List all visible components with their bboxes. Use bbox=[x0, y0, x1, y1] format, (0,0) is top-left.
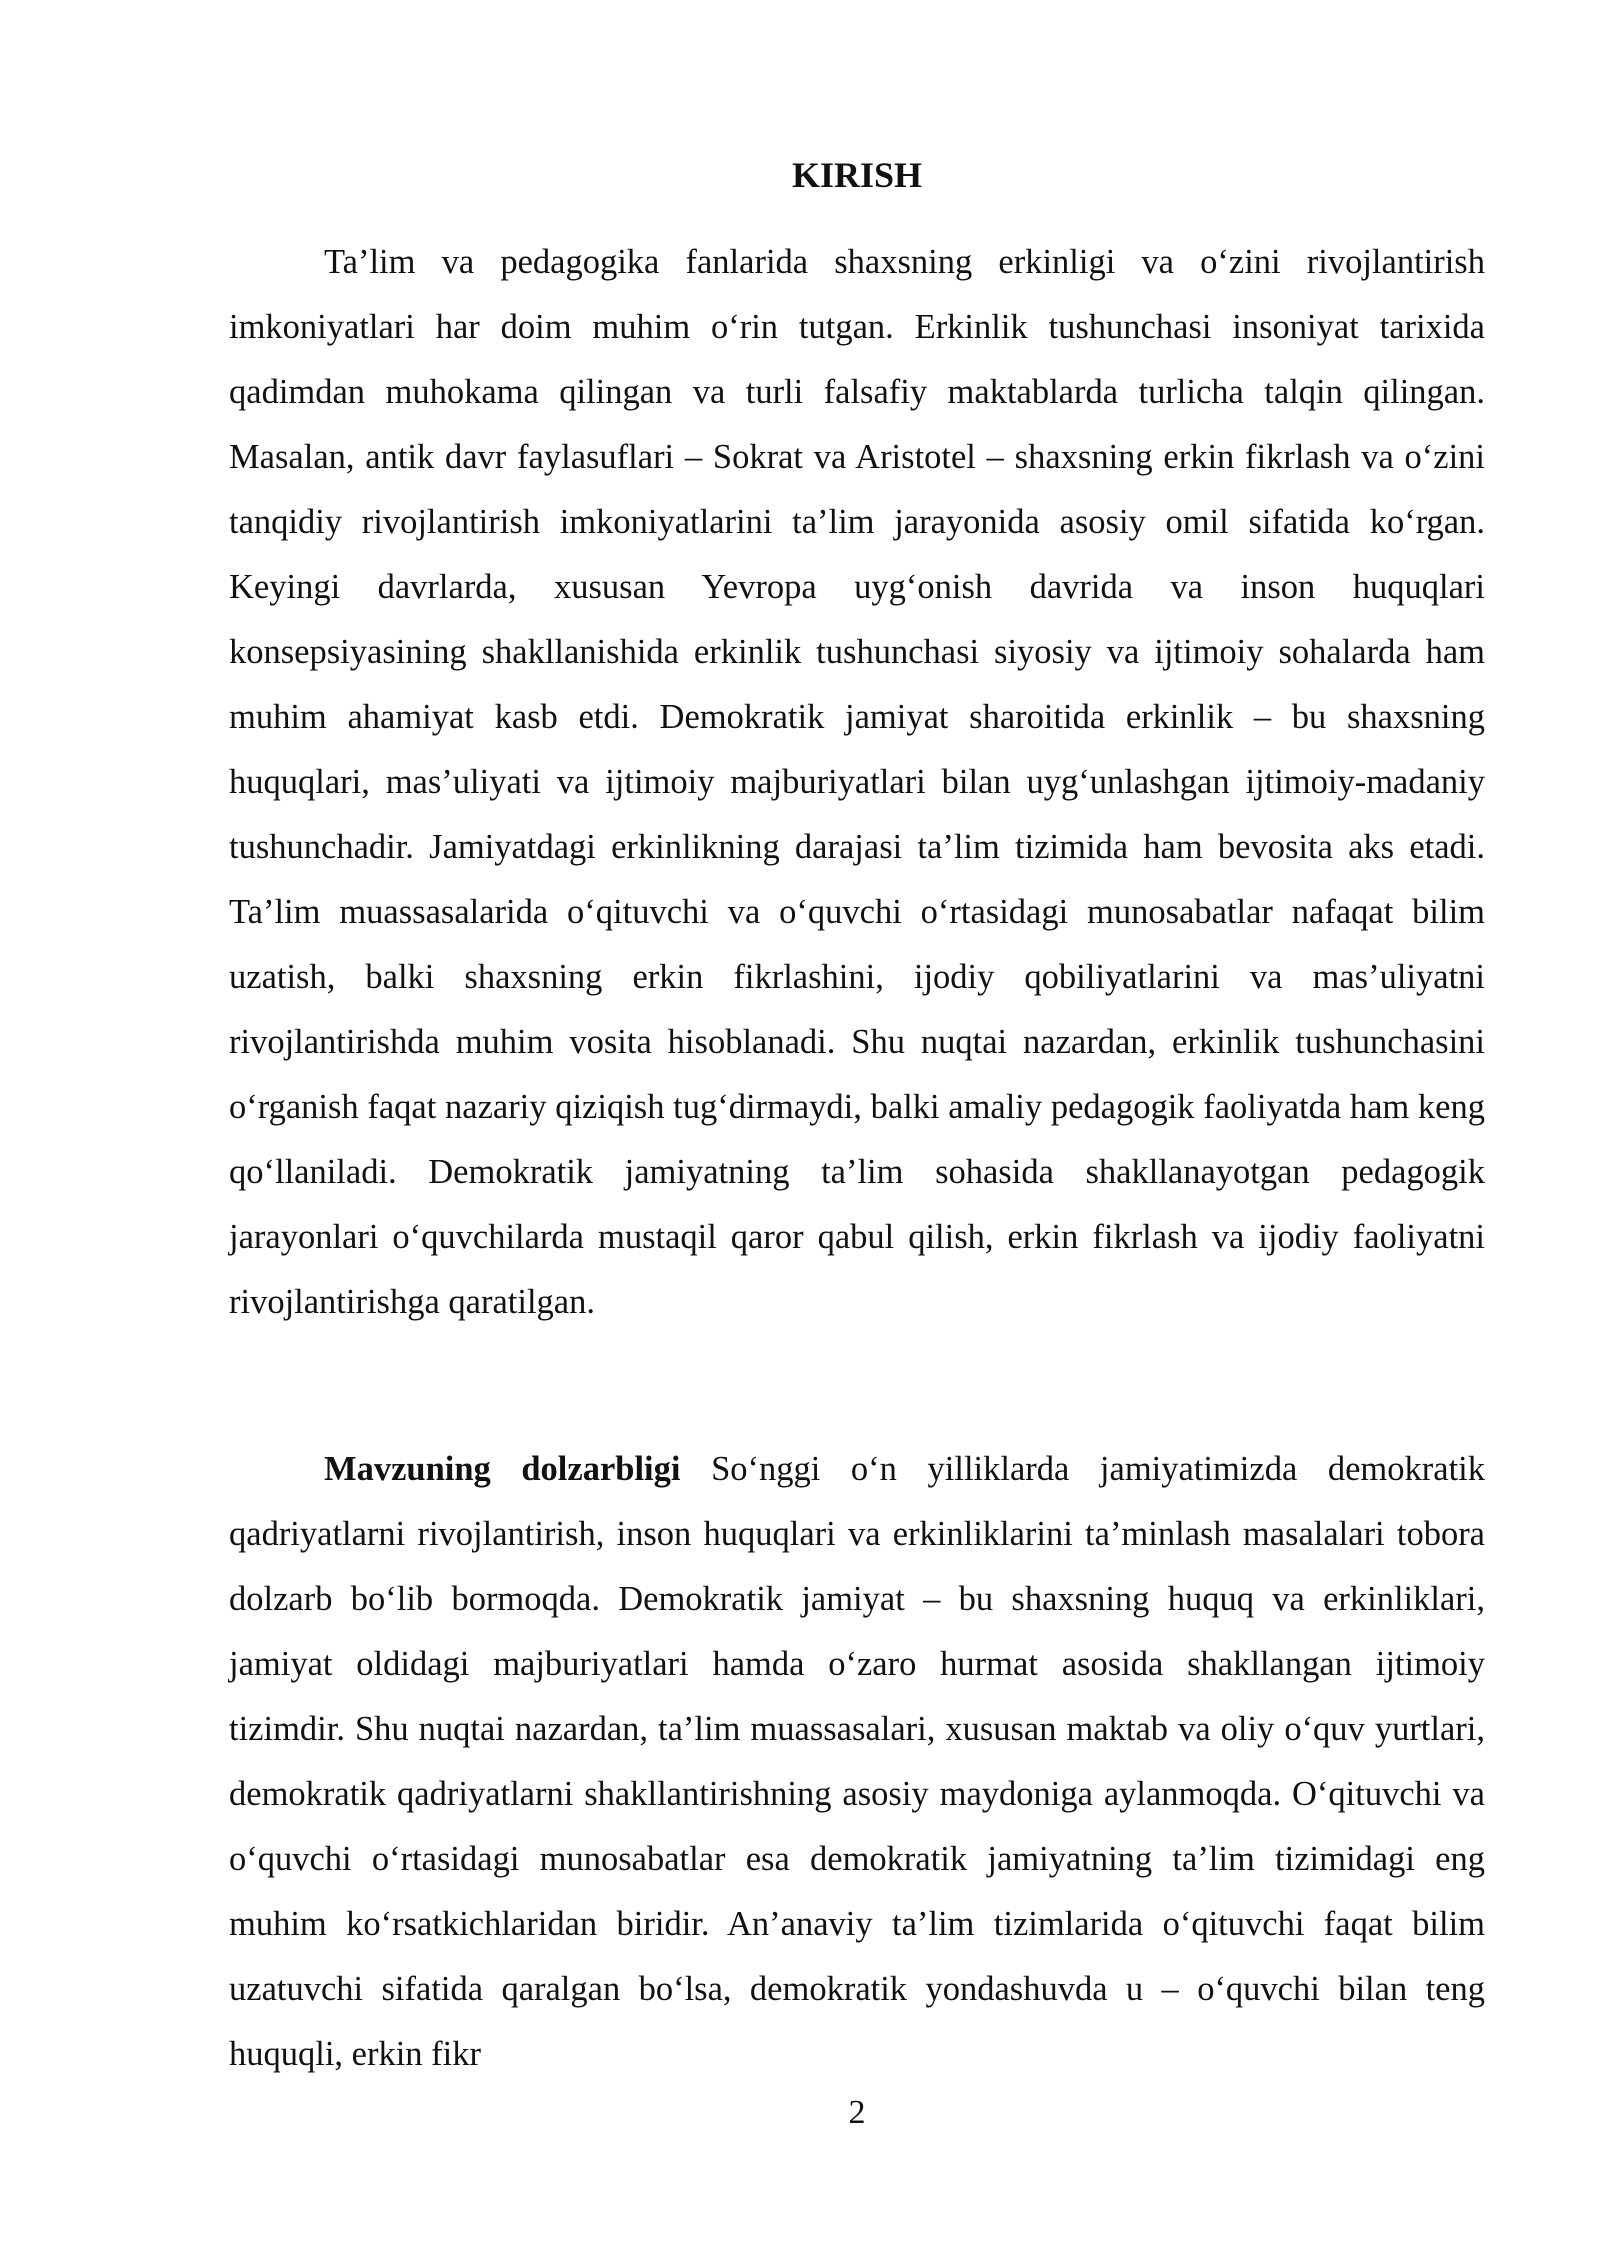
intro-paragraph bbox=[229, 230, 1485, 1335]
intro-paragraph-text: Ta’lim va pedagogika fanlarida shaxsning erkinligi va o‘zini rivojlantirish imkoniyatlari har doim muhim o‘rin tutgan. Erkinlik tushunchasi insoniyat tarixida qadimdan muhokama qilingan va turli falsafiy maktablarda turlicha talqin qilingan. Masalan, antik davr faylasuflari – Sokrat va Aristotel – shaxsning erkin fikrlash va o‘zini tanqidiy rivojlantirish imkoniyatlarini ta’lim jarayonida asosiy omil sifatida ko‘rgan. Keyingi davrlarda, xususan Yevropa uyg‘onish davrida va inson huquqlari konsepsiyasining shakllanishida erkinlik tushunchasi siyosiy va ijtimoiy sohalarda ham muhim ahamiyat kasb etdi. Demokratik jamiyat sharoitida erkinlik – bu shaxsning huquqlari, mas’uliyati va ijtimoiy majburiyatlari bilan uyg‘unlashgan ijtimoiy-madaniy tushunchadir. Jamiyatdagi erkinlikning darajasi ta’lim tizimida ham bevosita aks etadi. Ta’lim muassasalarida o‘qituvchi va o‘quvchi o‘rtasidagi munosabatlar nafaqat bilim uzatish, balki shaxsning erkin fikrlashini, ijodiy qobiliyatlarini va mas’uliyatni rivojlantirishda muhim vosita hisoblanadi. Shu nuqtai nazardan, erkinlik tushunchasini o‘rganish faqat nazariy qiziqish tug‘dirmaydi, balki amaliy pedagogik faoliyatda ham keng qo‘llaniladi. Demokratik jamiyatning ta’lim sohasida shakllanayotgan pedagogik jarayonlari o‘quvchilarda mustaqil qaror qabul qilish, erkin fikrlash va ijodiy faoliyatni rivojlantirishga qaratilgan. bbox=[229, 243, 1485, 1321]
relevance-paragraph-text: So‘nggi o‘n yilliklarda jamiyatimizda demokratik qadriyatlarni rivojlantirish, inson huquqlari va erkinliklarini ta’minlash masalalari tobora dolzarb bo‘lib bormoqda. Demokratik jamiyat – bu shaxsning huquq va erkinliklari, jamiyat oldidagi majburiyatlari hamda o‘zaro hurmat asosida shakllangan ijtimoiy tizimdir. Shu nuqtai nazardan, ta’lim muassasalari, xususan maktab va oliy o‘quv yurtlari, demokratik qadriyatlarni shakllantirishning asosiy maydoniga aylanmoqda. O‘qituvchi va o‘quvchi o‘rtasidagi munosabatlar esa demokratik jamiyatning ta’lim tizimidagi eng muhim ko‘rsatkichlaridan biridir. An’anaviy ta’lim tizimlarida o‘qituvchi faqat bilim uzatuvchi sifatida qaralgan bo‘lsa, demokratik yondashuvda u – o‘quvchi bilan teng huquqli, erkin fikr bbox=[229, 1450, 1485, 2073]
relevance-paragraph bbox=[229, 1437, 1485, 2087]
section-heading: KIRISH bbox=[791, 155, 923, 195]
relevance-lead: Mavzuning dolzarbligi bbox=[324, 1450, 681, 1488]
page-number: 2 bbox=[848, 2094, 866, 2131]
